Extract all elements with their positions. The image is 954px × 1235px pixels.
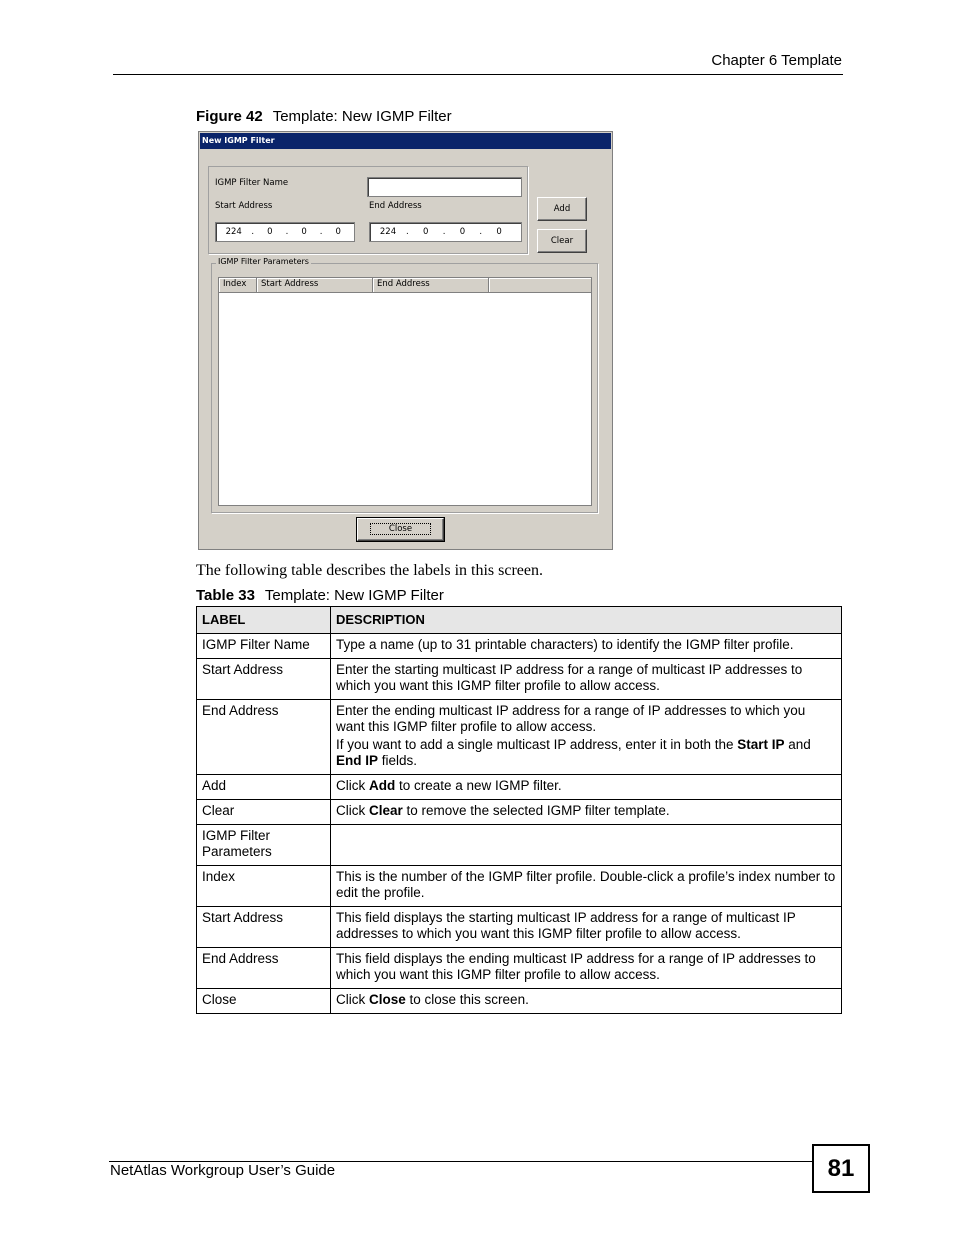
bold-text: Close bbox=[369, 992, 406, 1007]
table-row bbox=[197, 800, 842, 825]
figure-title: Template: New IGMP Filter bbox=[272, 108, 452, 125]
table-row bbox=[197, 907, 842, 948]
start-ip-octet-3[interactable]: 0 bbox=[301, 227, 307, 237]
page-number: 81 bbox=[812, 1144, 870, 1193]
row-description bbox=[331, 825, 842, 866]
row-label: End Address bbox=[197, 700, 331, 775]
end-ip-octet-3[interactable]: 0 bbox=[459, 227, 466, 237]
row-description bbox=[331, 700, 842, 775]
table-row bbox=[197, 700, 842, 775]
text: to remove the selected IGMP filter template. bbox=[402, 803, 670, 818]
header-label: LABEL bbox=[197, 607, 331, 634]
start-ip-octet-1[interactable]: 224 bbox=[225, 227, 242, 237]
text: Click bbox=[336, 778, 369, 793]
filter-parameters-legend: IGMP Filter Parameters bbox=[218, 257, 309, 266]
new-igmp-filter-dialog bbox=[198, 131, 613, 550]
figure-number: Figure 42 bbox=[196, 108, 263, 125]
text: and bbox=[784, 737, 811, 752]
dialog-titlebar: New IGMP Filter bbox=[200, 133, 611, 149]
end-ip-octet-4[interactable]: 0 bbox=[496, 227, 502, 237]
table-row bbox=[197, 775, 842, 800]
table-row bbox=[197, 948, 842, 989]
text: If you want to add a single multicast IP address, enter it in both the bbox=[336, 737, 738, 752]
ip-dot: . bbox=[479, 227, 483, 237]
text: Click bbox=[336, 803, 369, 818]
bold-text: Clear bbox=[369, 803, 403, 818]
row-description: Type a name (up to 31 printable characters) to identify the IGMP filter profile. bbox=[331, 634, 842, 659]
row-label: Index bbox=[197, 866, 331, 907]
bold-text: Add bbox=[369, 778, 396, 793]
row-label: IGMP Filter Name bbox=[197, 634, 331, 659]
column-end-address[interactable]: End Address bbox=[373, 278, 489, 292]
header-description: DESCRIPTION bbox=[331, 607, 842, 634]
column-filler bbox=[489, 278, 591, 292]
table-row bbox=[197, 659, 842, 700]
row-description: This field displays the ending multicast IP address for a range of IP addresses to which you want this IGMP filter profile to allow access. bbox=[331, 948, 842, 989]
table-number: Table 33 bbox=[196, 587, 255, 604]
table-caption bbox=[196, 587, 444, 604]
text: Click bbox=[336, 992, 369, 1007]
row-label: IGMP Filter Parameters bbox=[197, 825, 331, 866]
row-label: Close bbox=[197, 989, 331, 1014]
row-description-p1: Enter the ending multicast IP address for a range of IP addresses to which you want this IGMP filter profile to allow access. bbox=[336, 703, 806, 734]
list-header bbox=[219, 278, 591, 293]
row-label: Add bbox=[197, 775, 331, 800]
start-ip-octet-2[interactable]: 0 bbox=[267, 227, 273, 237]
row-description: Enter the starting multicast IP address for a range of multicast IP addresses to which you want this IGMP filter profile to allow access. bbox=[331, 659, 842, 700]
row-description: This is the number of the IGMP filter profile. Double-click a profile’s index number to edit the profile. bbox=[331, 866, 842, 907]
filter-name-label: IGMP Filter Name bbox=[215, 178, 289, 188]
footer-guide-title: NetAtlas Workgroup User’s Guide bbox=[110, 1162, 336, 1179]
table-row bbox=[197, 634, 842, 659]
text: fields. bbox=[378, 753, 418, 768]
text: to close this screen. bbox=[405, 992, 529, 1007]
end-ip-octet-1[interactable]: 224 bbox=[379, 227, 397, 237]
clear-button[interactable]: Clear bbox=[537, 229, 587, 253]
row-label: End Address bbox=[197, 948, 331, 989]
header-divider bbox=[113, 74, 843, 75]
column-index[interactable]: Index bbox=[219, 278, 257, 292]
column-start-address[interactable]: Start Address bbox=[257, 278, 373, 292]
label-description-table bbox=[196, 606, 842, 1014]
table-row bbox=[197, 825, 842, 866]
row-label: Clear bbox=[197, 800, 331, 825]
add-button[interactable]: Add bbox=[537, 197, 587, 221]
figure-caption bbox=[196, 108, 452, 125]
row-label: Start Address bbox=[197, 907, 331, 948]
row-description: This field displays the starting multicast IP address for a range of multicast IP addresses to which you want this IGMP filter profile to allow access. bbox=[331, 907, 842, 948]
chapter-header: Chapter 6 Template bbox=[711, 52, 842, 69]
table-title: Template: New IGMP Filter bbox=[264, 587, 444, 604]
filter-name-input[interactable] bbox=[367, 177, 522, 197]
start-address-label: Start Address bbox=[215, 201, 273, 211]
close-button[interactable] bbox=[357, 518, 444, 541]
end-ip-octet-2[interactable]: 0 bbox=[422, 227, 429, 237]
row-label: Start Address bbox=[197, 659, 331, 700]
ip-dot: . bbox=[285, 227, 289, 237]
row-description bbox=[331, 775, 842, 800]
row-description-p2 bbox=[336, 737, 836, 769]
bold-text: Start IP bbox=[737, 737, 785, 752]
close-button-label: Close bbox=[370, 523, 431, 535]
ip-dot: . bbox=[406, 227, 409, 237]
end-ip-input[interactable] bbox=[369, 222, 522, 242]
table-row bbox=[197, 989, 842, 1014]
row-description bbox=[331, 800, 842, 825]
ip-dot: . bbox=[251, 227, 255, 237]
bold-text: End IP bbox=[336, 753, 379, 768]
table-header-row bbox=[197, 607, 842, 634]
row-description bbox=[331, 989, 842, 1014]
ip-dot: . bbox=[319, 227, 323, 237]
table-row bbox=[197, 866, 842, 907]
end-address-label: End Address bbox=[369, 201, 422, 211]
ip-dot: . bbox=[442, 227, 446, 237]
start-ip-octet-4[interactable]: 0 bbox=[335, 227, 341, 237]
body-paragraph: The following table describes the labels in this screen. bbox=[196, 562, 544, 579]
filter-parameters-list[interactable] bbox=[218, 277, 592, 506]
text: to create a new IGMP filter. bbox=[395, 778, 562, 793]
start-ip-input[interactable] bbox=[215, 222, 355, 242]
